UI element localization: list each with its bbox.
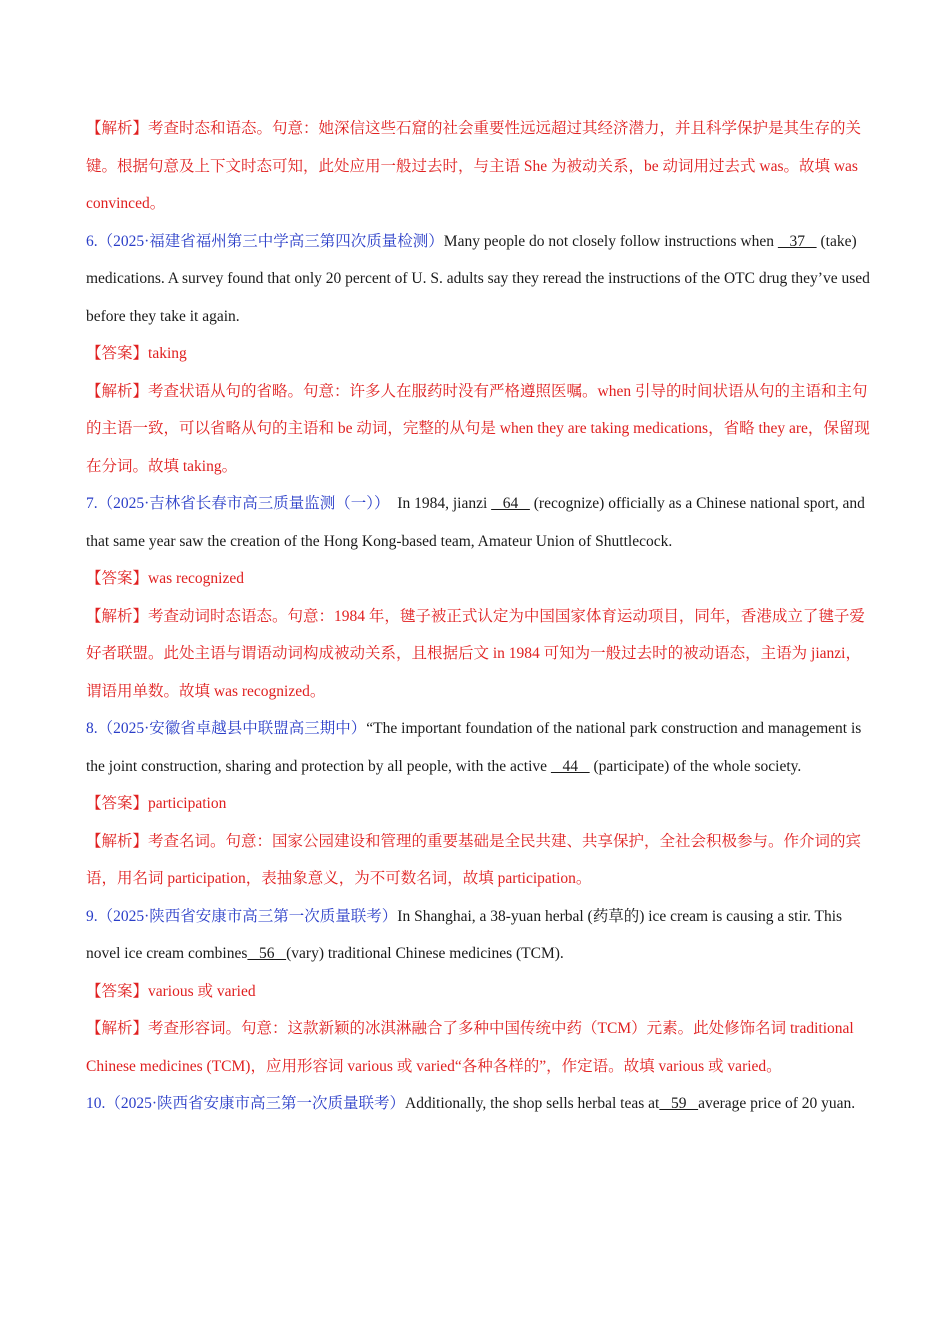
question-text-after: (recognize) officially as a Chinese national sport, and that same year saw the creation of the Hong Kong-based team, Amateur Union of Shuttlecock. <box>86 495 865 550</box>
analysis-label: 【解析】 <box>86 607 149 625</box>
question-blank: 64 <box>491 495 530 512</box>
analysis-5 <box>86 110 876 223</box>
analysis-label: 【解析】 <box>86 832 149 850</box>
analysis-text: 考查名词。句意：国家公园建设和管理的重要基础是全民共建、共享保护，全社会积极参与。作介词的宾语，用名词 participation，表抽象意义，为不可数名词，故填 participation。 <box>86 832 862 887</box>
question-text-after: (vary) traditional Chinese medicines (TCM). <box>286 945 564 962</box>
question-blank: 56 <box>247 945 287 962</box>
answer-text: was recognized <box>148 570 244 587</box>
answer-label: 【答案】 <box>86 345 149 362</box>
question-text-before: Additionally, the shop sells herbal teas at <box>405 1095 660 1112</box>
answer-text: participation <box>148 795 227 812</box>
question-number: 6. <box>86 232 98 250</box>
question-source: （2025·吉林省长春市高三质量监测（一）） <box>97 495 390 512</box>
question-number: 8. <box>86 720 98 737</box>
question-10 <box>86 1085 876 1123</box>
analysis-label: 【解析】 <box>86 120 149 137</box>
question-text-before: “The important foundation of the national park construction and management is the joint construction, sharing and protection by all people, with the active <box>86 720 862 775</box>
answer-9 <box>86 973 876 1011</box>
analysis-8 <box>86 823 876 898</box>
document-content <box>86 110 876 1123</box>
answer-text: various 或 varied <box>148 982 256 1000</box>
analysis-label: 【解析】 <box>86 1020 149 1037</box>
answer-label: 【答案】 <box>86 795 149 812</box>
question-text-after: (take) medications. A survey found that only 20 percent of U. S. adults say they reread the instructions of the OTC drug they’ve used before they take it again. <box>86 232 870 325</box>
question-source: （2025·陕西省安康市高三第一次质量联考） <box>105 1095 406 1112</box>
question-source: （2025·安徽省卓越县中联盟高三期中） <box>97 720 367 737</box>
question-source: （2025·陕西省安康市高三第一次质量联考） <box>97 907 398 925</box>
analysis-label: 【解析】 <box>86 382 149 400</box>
analysis-text: 考查形容词。句意：这款新颖的冰淇淋融合了多种中国传统中药（TCM）元素。此处修饰名词 traditional Chinese medicines (TCM)，应用形容词 various 或 varied“各种各样的”，作定语。故填 various 或 varied。 <box>86 1020 854 1075</box>
question-number: 10. <box>86 1095 106 1112</box>
answer-6 <box>86 335 876 373</box>
question-blank: 59 <box>659 1095 699 1112</box>
analysis-text: 考查时态和语态。句意：她深信这些石窟的社会重要性远远超过其经济潜力，并且科学保护是其生存的关键。根据句意及上下文时态可知，此处应用一般过去时，与主语 She 为被动关系，be 动词用过去式 was。故填 was convinced。 <box>86 120 862 212</box>
question-7 <box>86 485 876 560</box>
analysis-9 <box>86 1010 876 1085</box>
question-text-before: In 1984, jianzi <box>389 495 492 512</box>
question-blank: 37 <box>777 232 817 250</box>
answer-text: taking <box>148 345 187 362</box>
question-6 <box>86 223 876 336</box>
question-8 <box>86 710 876 785</box>
question-number: 7. <box>86 495 98 512</box>
question-text-after: average price of 20 yuan. <box>698 1095 856 1112</box>
analysis-7 <box>86 598 876 711</box>
analysis-text: 考查状语从句的省略。句意：许多人在服药时没有严格遵照医嘱。when 引导的时间状语从句的主语和主句的主语一致，可以省略从句的主语和 be 动词，完整的从句是 when they are taking medications，省略 they are，保留现在分词。故填 taking。 <box>86 382 870 475</box>
answer-7 <box>86 560 876 598</box>
question-source: （2025·福建省福州第三中学高三第四次质量检测） <box>97 232 444 250</box>
question-text-after: (participate) of the whole society. <box>589 757 802 775</box>
question-number: 9. <box>86 907 98 925</box>
analysis-6 <box>86 373 876 486</box>
question-9 <box>86 898 876 973</box>
answer-label: 【答案】 <box>86 982 149 1000</box>
answer-8 <box>86 785 876 823</box>
question-blank: 44 <box>550 757 590 775</box>
analysis-text: 考查动词时态语态。句意：1984 年，毽子被正式认定为中国国家体育运动项目，同年，香港成立了毽子爱好者联盟。此处主语与谓语动词构成被动关系，且根据后文 in 1984 可知为一般过去时的被动语态，主语为 jianzi，谓语用单数。故填 was recognized。 <box>86 607 865 700</box>
question-text-before: Many people do not closely follow instructions when <box>443 232 778 250</box>
question-text-before: In Shanghai, a 38-yuan herbal (药草的) ice cream is causing a stir. This novel ice cream combines <box>86 907 843 962</box>
answer-label: 【答案】 <box>86 570 149 587</box>
